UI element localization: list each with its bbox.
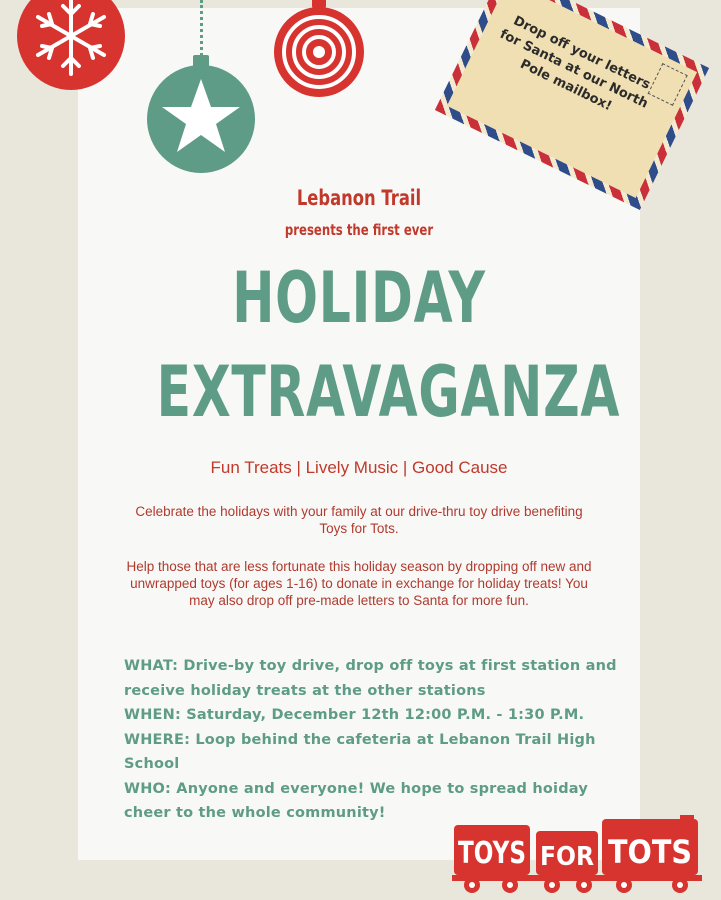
event-details xyxy=(124,654,624,826)
presents-line: presents the first ever xyxy=(284,221,434,239)
envelope-text: Drop off your letters for Santa at our North Pole mailbox! xyxy=(497,13,653,115)
snowflake-ornament-icon xyxy=(12,0,130,92)
title-line-2: EXTRAVAGANZA xyxy=(156,351,621,433)
help-paragraph: Help those that are less fortunate this holiday season by dropping off new and unwrapped toys (for ages 1-16) to donate in exchange for holiday treats! You may also drop off pre-made letters to Santa for more fun. xyxy=(126,559,592,608)
tagline: Fun Treats | Lively Music | Good Cause xyxy=(210,458,508,477)
detail-when: WHEN: Saturday, December 12th 12:00 P.M. - 1:30 P.M. xyxy=(124,707,585,723)
intro-paragraph: Celebrate the holidays with your family at our drive-thru toy drive benefiting Toys for Tots. xyxy=(135,504,583,536)
toys-for-tots-logo xyxy=(452,815,714,895)
logo-word-toys: TOYS xyxy=(458,836,526,871)
ornament-string xyxy=(200,0,203,62)
detail-where: WHERE: Loop behind the cafeteria at Lebanon Trail High School xyxy=(124,731,601,772)
title-line-1: HOLIDAY xyxy=(232,257,486,339)
target-ornament-icon xyxy=(272,0,366,102)
detail-who: WHO: Anyone and everyone! We hope to spread hoiday cheer to the whole community! xyxy=(124,780,594,821)
logo-word-for: FOR xyxy=(540,842,594,872)
school-name: Lebanon Trail xyxy=(296,186,422,210)
star-ornament-icon xyxy=(140,55,262,175)
detail-what: WHAT: Drive-by toy drive, drop off toys at first station and receive holiday treats at the other stations xyxy=(124,658,622,699)
logo-word-tots: TOTS xyxy=(608,833,692,871)
